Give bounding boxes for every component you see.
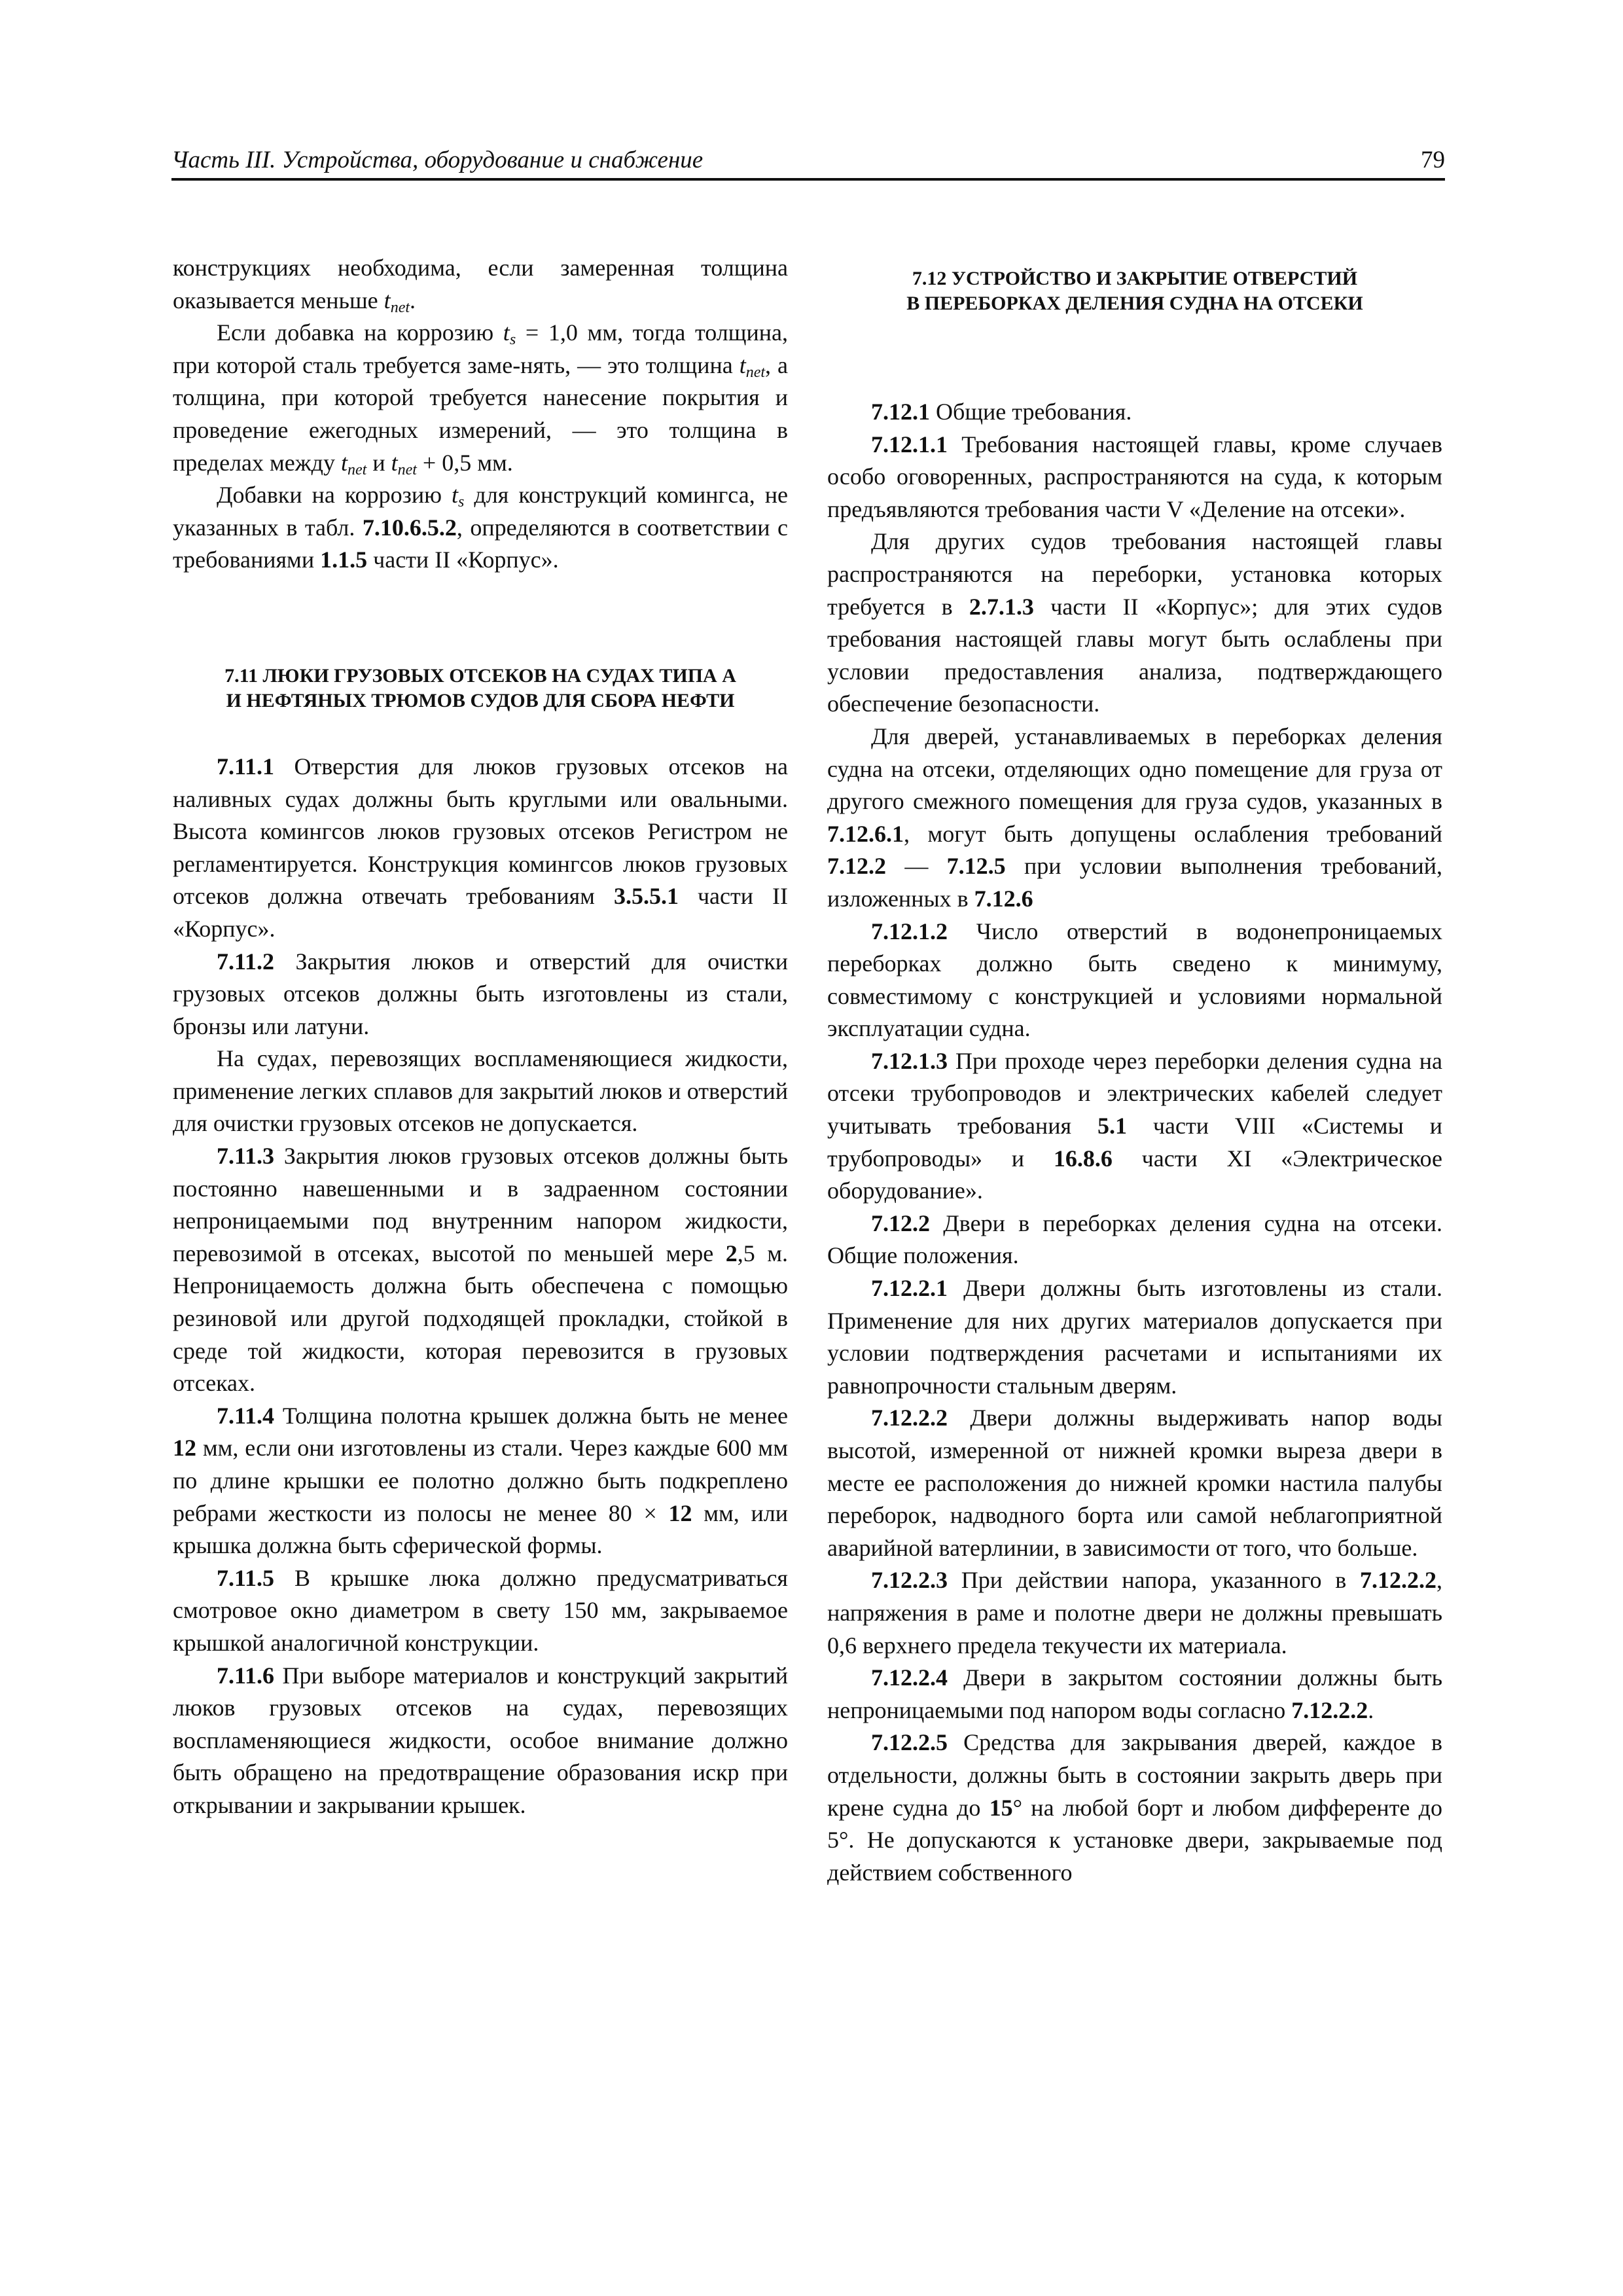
clause-7-12-1: 7.12.1 Общие требования.: [871, 399, 1132, 425]
clause-7-12-2-4: 7.12.2.4 Двери в закрытом состоянии должны быть непроницаемыми под напором воды согласно 7.12.2.2.: [827, 1664, 1442, 1723]
section-heading-7-12: 7.12 УСТРОЙСТВО И ЗАКРЫТИЕ ОТВЕРСТИЙ В ПЕРЕБОРКАХ ДЕЛЕНИЯ СУДНА НА ОТСЕКИ: [906, 268, 1363, 314]
header-title: Часть III. Устройства, оборудование и снабжение: [171, 147, 704, 173]
clause-7-12-1-3: 7.12.1.3 При проходе через переборки деления судна на отсеки трубопроводов и электрических кабелей следует учитывать требования 5.1 части VIII «Системы и трубопроводы» и 16.8.6 части XI «Электрическое оборудование».: [827, 1047, 1442, 1204]
section-heading-7-11: 7.11 ЛЮКИ ГРУЗОВЫХ ОТСЕКОВ НА СУДАХ ТИПА А И НЕФТЯНЫХ ТРЮМОВ СУДОВ ДЛЯ СБОРА НЕФТИ: [224, 664, 736, 711]
clause-7-12-2: 7.12.2 Двери в переборках деления судна на отсеки. Общие положения.: [827, 1210, 1442, 1269]
clause-7-11-3: 7.11.3 Закрытия люков грузовых отсеков должны быть постоянно навешенными и в задраенном состоянии непроницаемыми под внутренним напором жидкости, перевозимой в отсеках, высотой по меньшей мере 2,5 м. Непроницаемость должна быть обеспечена с помощью резиновой или другой подходящей прокладки, стойкой в среде той жидкости, которая перевозится в грузовых отсеках.: [173, 1143, 788, 1397]
clause-7-11-1: 7.11.1 Отверстия для люков грузовых отсеков на наливных судах должны быть круглыми или овальными. Высота комингсов люков грузовых отсеков Регистром не регламентируется. Конструкция комингсов люков грузовых отсеков должна отвечать требованиям 3.5.5.1 части II «Корпус».: [173, 753, 788, 942]
clause-7-12-1-1: 7.12.1.1 Требования настоящей главы, кроме случаев особо оговоренных, распространяются на суда, к которым предъявляются требования части V «Деление на отсеки».: [827, 431, 1442, 522]
clause-7-11-5: 7.11.5 В крышке люка должно предусматриваться смотровое окно диаметром в свету 150 мм, закрываемое крышкой аналогичной конструкции.: [173, 1564, 788, 1656]
paragraph: Добавки на коррозию $t_s$ для конструкций комингса, не указанных в табл. 7.10.6.5.2, определяются в соответствии с требованиями 1.1.5 части II «Корпус».: [173, 482, 789, 573]
paragraph: Для других судов требования настоящей главы распространяются на переборки, установка которых требуется в 2.7.1.3 части II «Корпус»; для этих судов требования настоящей главы могут быть ослаблены при условии предоставления анализа, подтверждающего обеспечение безопасности.: [827, 528, 1443, 717]
clause-7-12-1-2: 7.12.1.2 Число отверстий в водонепроницаемых переборках должно быть сведено к минимуму, совместимому с конструкцией и условиями нормальной эксплуатации судна.: [827, 918, 1442, 1042]
clause-7-12-2-2: 7.12.2.2 Двери должны выдерживать напор воды высотой, измеренной от нижней кромки выреза двери в месте ее расположения до нижней кромки настила палубы переборок, надводного борта или самой неблагоприятной аварийной ватерлинии, в зависимости от того, что больше.: [827, 1405, 1442, 1561]
running-header: [171, 139, 1445, 181]
clause-7-12-2-5: 7.12.2.5 Средства для закрывания дверей, каждое в отдельности, должны быть в состоянии закрыть дверь при крене судна до 15° на любой борт и любом дифференте до 5°. Не допускаются к установке двери, закрываемые под действием собственного: [827, 1729, 1442, 1886]
clause-7-11-6: 7.11.6 При выборе материалов и конструкций закрытий люков грузовых отсеков на судах, перевозящих воспламеняющиеся жидкости, особое внимание должно быть обращено на предотвращение образования искр при открывании и закрывании крышек.: [173, 1662, 788, 1818]
right-column: [827, 252, 1442, 1889]
page-number: 79: [1421, 147, 1445, 173]
paragraph: Для дверей, устанавливаемых в переборках деления судна на отсеки, отделяющих одно помещение для груза от другого смежного помещения для груза судов, указанных в 7.12.6.1, могут быть допущены ослабления требований 7.12.2 — 7.12.5 при условии выполнения требований, изложенных в 7.12.6: [827, 723, 1443, 912]
clause-7-11-4: 7.11.4 Толщина полотна крышек должна быть не менее 12 мм, если они изготовлены из стали. Через каждые 600 мм по длине крышки ее полотно должно быть подкреплено ребрами жесткости из полосы не менее 80 × 12 мм, или крышка должна быть сферической формы.: [173, 1402, 788, 1559]
paragraph: На судах, перевозящих воспламеняющиеся жидкости, применение легких сплавов для закрытий люков и отверстий для очистки грузовых отсеков не допускается.: [173, 1045, 788, 1137]
paragraph: конструкциях необходима, если замеренная толщина оказывается меньше $t_{net}$.: [173, 255, 788, 316]
left-column: [173, 252, 788, 1822]
clause-7-12-2-3: 7.12.2.3 При действии напора, указанного в 7.12.2.2, напряжения в раме и полотне двери не должны превышать 0,6 верхнего предела текучести их материала.: [827, 1567, 1442, 1659]
paragraph: Если добавка на коррозию $t_s = 1,0$ мм, тогда толщина, при которой сталь требуется заме-нять, — это толщина $t_{net}$, а толщина, при которой требуется нанесение покрытия и проведение ежегодных измерений, — это толщина в пределах между $t_{net}$ и $t_{net} + 0,5$ мм.: [173, 319, 788, 478]
clause-7-11-2: 7.11.2 Закрытия люков и отверстий для очистки грузовых отсеков должны быть изготовлены из стали, бронзы или латуни.: [173, 948, 788, 1039]
clause-7-12-2-1: 7.12.2.1 Двери должны быть изготовлены из стали. Применение для них других материалов допускается при условии подтверждения расчетами и испытаниями их равнопрочности стальным дверям.: [827, 1275, 1442, 1399]
